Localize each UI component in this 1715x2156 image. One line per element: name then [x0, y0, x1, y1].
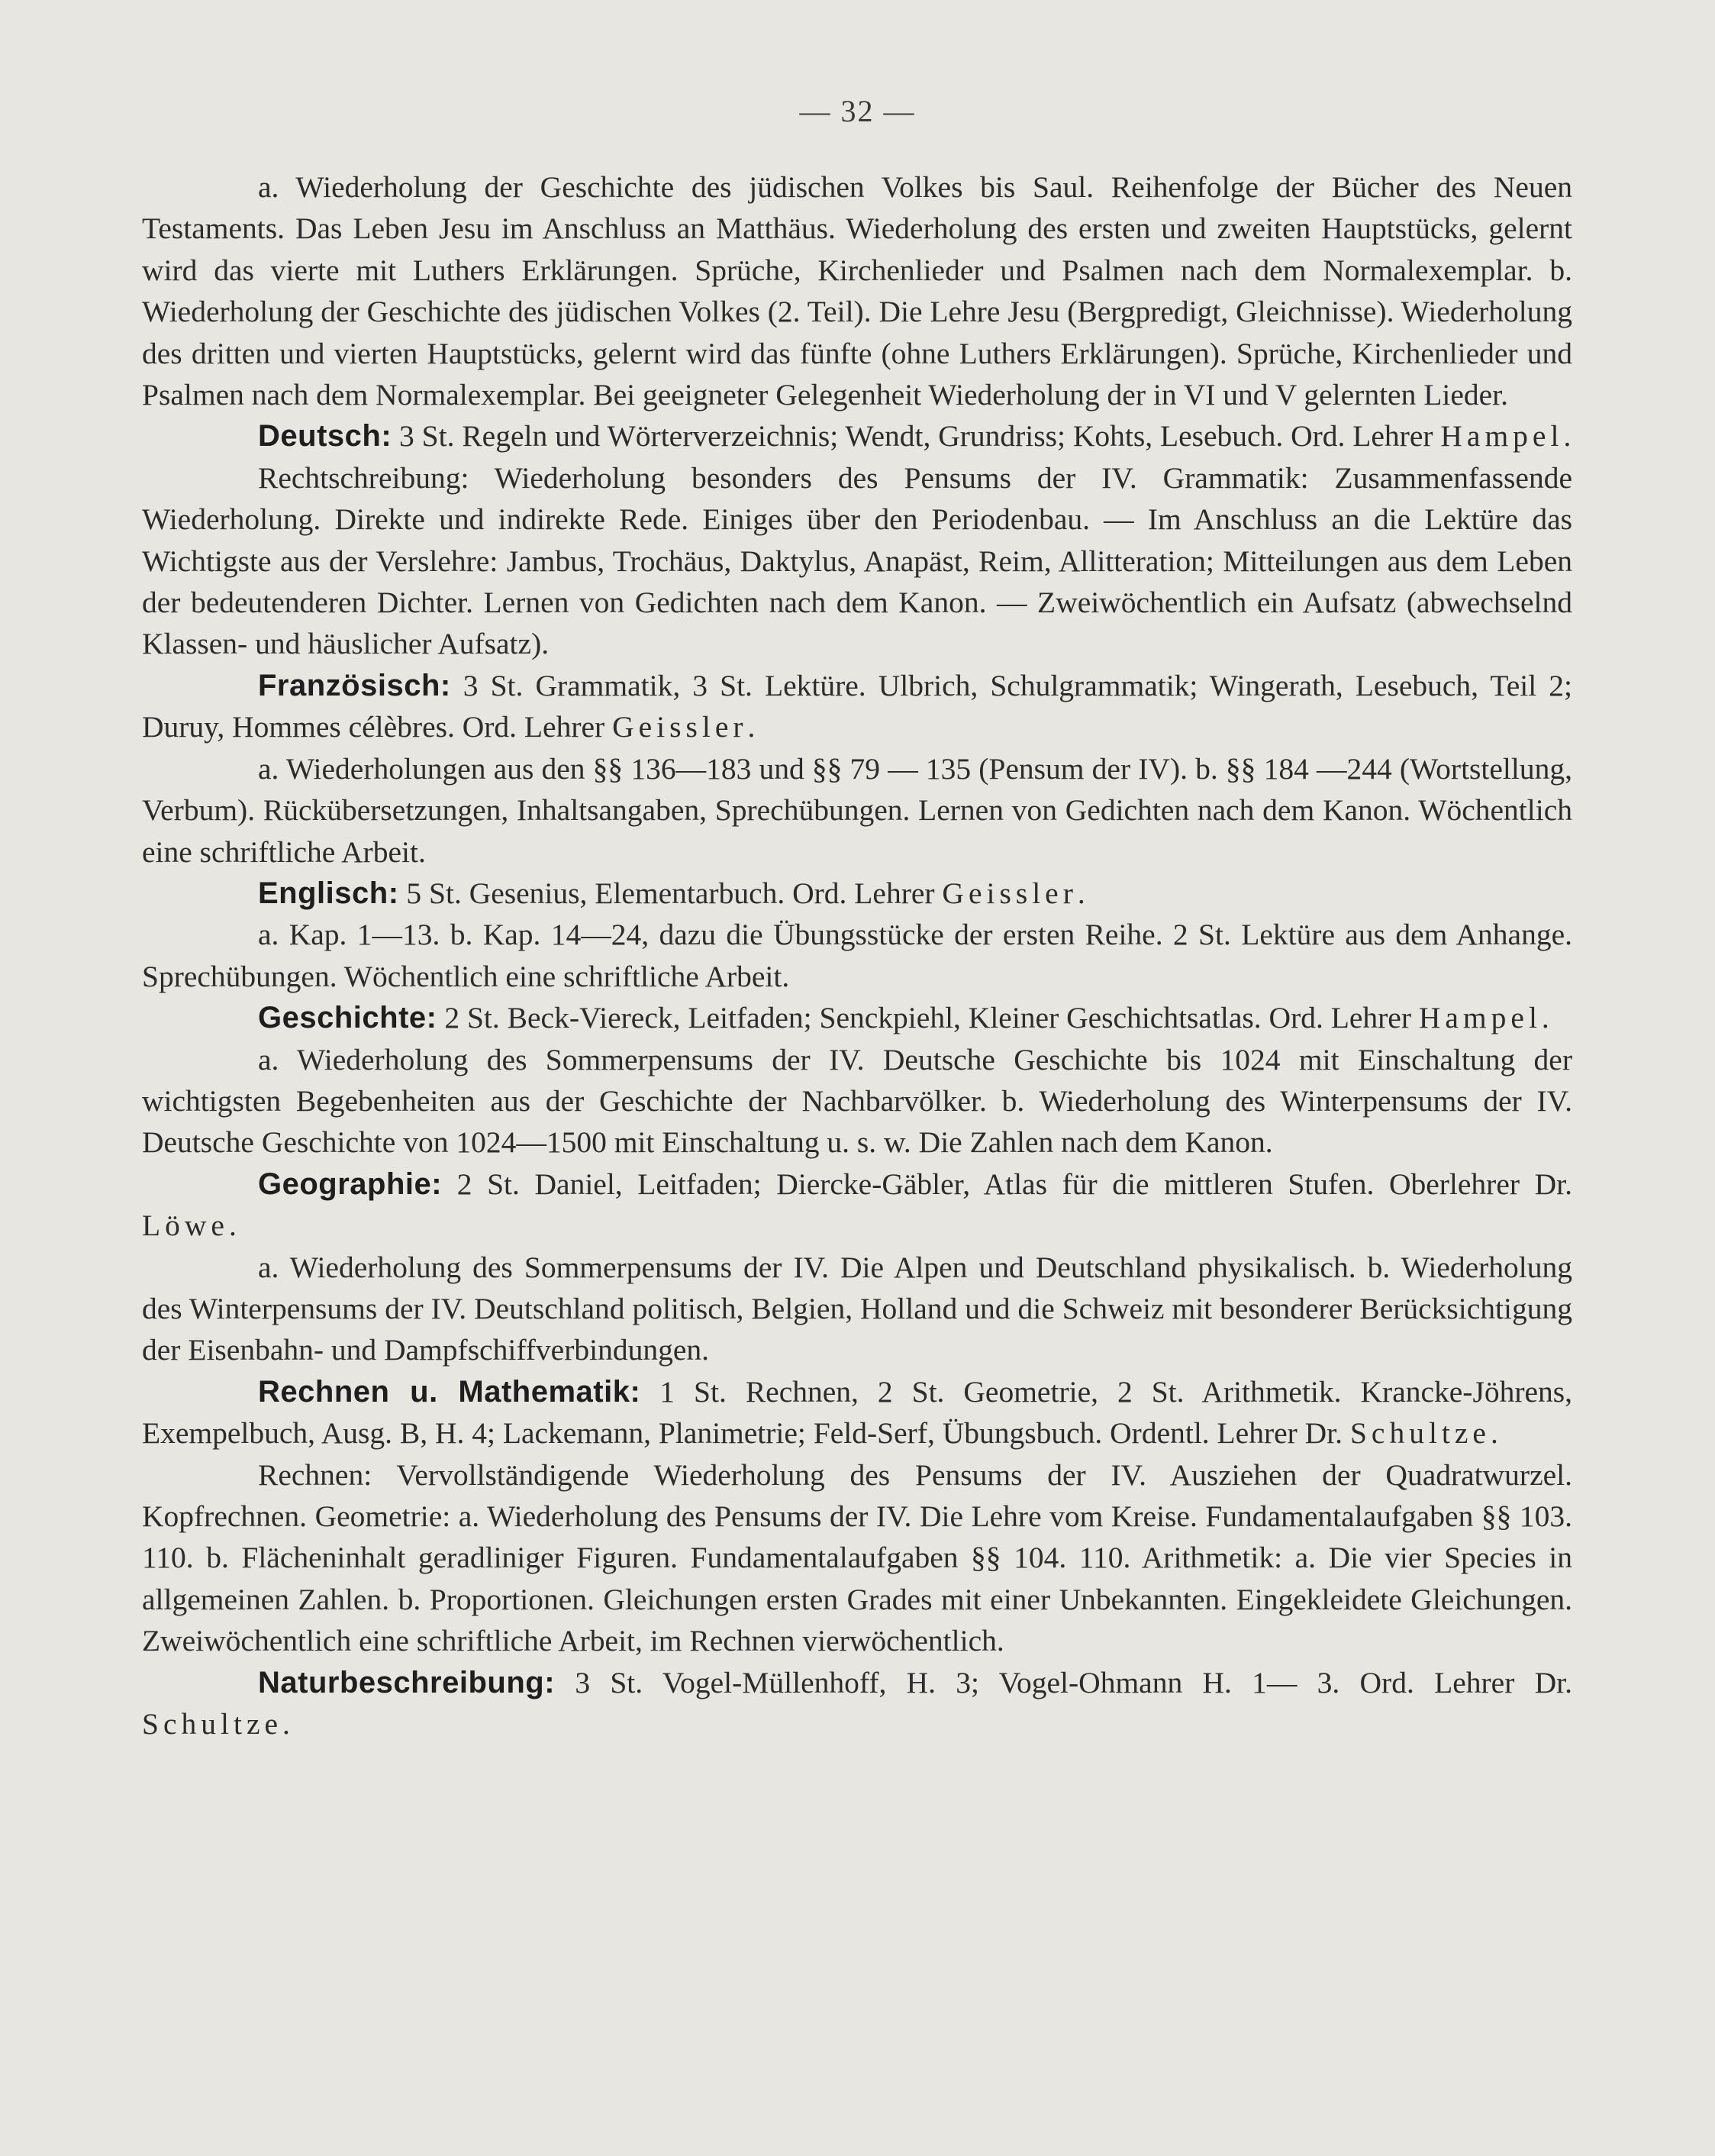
- paragraph-text: Rechtschreibung: Wiederholung besonders des Pensums der IV. Grammatik: Zusammenfassende Wiederholung. Direkte und indirekte Rede. Einiges über den Periodenbau. — Im Anschluss an die Lektüre das Wichtigste aus der Verslehre: Jambus, Trochäus, Daktylus, Anapäst, Reim, Allitteration; Mitteilungen aus dem Leben der bedeutenderen Dichter. Lernen von Gedichten nach dem Kanon. — Zweiwöchentlich ein Aufsatz (abwechselnd Klassen- und häuslicher Aufsatz).: [142, 460, 1572, 661]
- teacher-name: Schultze: [142, 1707, 283, 1741]
- paragraph-text: 5 St. Gesenius, Elementarbuch. Ord. Lehrer: [398, 876, 943, 910]
- teacher-name: Löwe: [142, 1209, 229, 1243]
- geographie-heading-paragraph: [142, 1164, 1572, 1247]
- paragraph-tail: .: [747, 710, 756, 744]
- englisch-heading-paragraph: [142, 873, 1572, 914]
- paragraph-text: a. Wiederholung der Geschichte des jüdischen Volkes bis Saul. Reihenfolge der Bücher des Neuen Testaments. Das Leben Jesu im Anschluss an Matthäus. Wiederholung des ersten und zweiten Hauptstücks, gelernt wird das vierte mit Luthers Erklärungen. Sprüche, Kirchenlieder und Psalmen nach dem Normalexemplar. b. Wiederholung der Geschichte des jüdischen Volkes (2. Teil). Die Lehre Jesu (Bergpredigt, Gleichnisse). Wiederholung des dritten und vierten Hauptstücks, gelernt wird das fünfte (ohne Luthers Erklärungen). Sprüche, Kirchenlieder und Psalmen nach dem Normalexemplar. Bei geeigneter Gelegenheit Wiederholung der in VI und V gelernten Lieder.: [142, 170, 1572, 412]
- page-number: — 32 —: [799, 94, 916, 128]
- geschichte-heading-paragraph: [142, 997, 1572, 1038]
- paragraph-tail: .: [1563, 419, 1572, 453]
- englisch-curriculum-paragraph: [142, 914, 1572, 997]
- teacher-name: Schultze: [1349, 1416, 1491, 1451]
- paragraph-tail: .: [282, 1707, 290, 1741]
- document-body: [142, 166, 1572, 1744]
- paragraph-tail: .: [1490, 1416, 1498, 1451]
- paragraph-text: 3 St. Grammatik, 3 St. Lektüre. Ulbrich, Schulgrammatik; Wingerath, Lesebuch, Teil 2; Duruy, Hommes célèbres. Ord. Lehrer: [142, 668, 1572, 744]
- paragraph-tail: .: [1541, 1001, 1549, 1035]
- paragraph-text: a. Wiederholung des Sommerpensums der IV. Deutsche Geschichte bis 1024 mit Einschaltung der wichtigsten Begebenheiten aus der Geschichte der Nachbarvölker. b. Wiederholung des Winterpensums der IV. Deutsche Geschichte von 1024—1500 mit Einschaltung u. s. w. Die Zahlen nach dem Kanon.: [142, 1042, 1572, 1160]
- subject-heading: Geschichte:: [258, 1001, 437, 1035]
- paragraph-text: 2 St. Beck-Viereck, Leitfaden; Senckpiehl, Kleiner Geschichtsatlas. Ord. Lehrer: [437, 1001, 1419, 1035]
- teacher-name: Hampel: [1440, 419, 1564, 453]
- subject-heading: Rechnen u. Mathematik:: [258, 1374, 641, 1409]
- paragraph-text: 2 St. Daniel, Leitfaden; Diercke-Gäbler, Atlas für die mittleren Stufen. Oberlehrer Dr.: [442, 1167, 1572, 1201]
- teacher-name: Hampel: [1418, 1001, 1542, 1035]
- subject-heading: Englisch:: [258, 876, 399, 910]
- mathematik-curriculum-paragraph: [142, 1454, 1572, 1662]
- paragraph-tail: .: [1077, 876, 1085, 910]
- paragraph-text: a. Wiederholung des Sommerpensums der IV. Die Alpen und Deutschland physikalisch. b. Wiederholung des Winterpensums der IV. Deutschland politisch, Belgien, Holland und die Schweiz mit besonderer Berücksichtigung der Eisenbahn- und Dampfschiffverbindungen.: [142, 1250, 1572, 1367]
- paragraph-text: a. Kap. 1—13. b. Kap. 14—24, dazu die Übungsstücke der ersten Reihe. 2 St. Lektüre aus dem Anhange. Sprechübungen. Wöchentlich eine schriftliche Arbeit.: [142, 918, 1572, 993]
- naturbeschreibung-heading-paragraph: [142, 1662, 1572, 1745]
- subject-heading: Naturbeschreibung:: [258, 1665, 556, 1699]
- paragraph-text: 3 St. Vogel-Müllenhoff, H. 3; Vogel-Ohmann H. 1— 3. Ord. Lehrer Dr.: [555, 1665, 1572, 1699]
- paragraph-text: 1 St. Rechnen, 2 St. Geometrie, 2 St. Arithmetik. Krancke-Jöhrens, Exempelbuch, Ausg. B, H. 4; Lackemann, Planimetrie; Feld-Serf, Übungsbuch. Ordentl. Lehrer Dr.: [142, 1374, 1572, 1451]
- geographie-curriculum-paragraph: [142, 1247, 1572, 1371]
- paragraph-text: a. Wiederholungen aus den §§ 136—183 und §§ 79 — 135 (Pensum der IV). b. §§ 184 —244 (Wortstellung, Verbum). Rückübersetzungen, Inhaltsangaben, Sprechübungen. Lernen von Gedichten nach dem Kanon. Wöchentlich eine schriftliche Arbeit.: [142, 751, 1572, 869]
- paragraph-tail: .: [228, 1209, 237, 1243]
- paragraph-text: 3 St. Regeln und Wörterverzeichnis; Wendt, Grundriss; Kohts, Lesebuch. Ord. Lehrer: [392, 419, 1441, 453]
- franzoesisch-heading-paragraph: [142, 665, 1572, 748]
- mathematik-heading-paragraph: [142, 1371, 1572, 1454]
- subject-heading: Geographie:: [258, 1167, 443, 1201]
- teacher-name: Geissler: [942, 876, 1078, 910]
- teacher-name: Geissler: [612, 710, 748, 744]
- paragraph-text: Rechnen: Vervollständigende Wiederholung des Pensums der IV. Ausziehen der Quadratwurzel. Kopfrechnen. Geometrie: a. Wiederholung des Pensums der IV. Die Lehre vom Kreise. Fundamentalaufgaben §§ 103. 110. b. Flächeninhalt geradliniger Figuren. Fundamentalaufgaben §§ 104. 110. Arithmetik: a. Die vier Species in allgemeinen Zahlen. b. Proportionen. Gleichungen ersten Grades mit einer Unbekannten. Eingekleidete Gleichungen. Zweiwöchentlich eine schriftliche Arbeit, im Rechnen vierwöchentlich.: [142, 1457, 1572, 1658]
- religion-curriculum-paragraph: [142, 166, 1572, 415]
- subject-heading: Französisch:: [258, 668, 451, 702]
- franzoesisch-curriculum-paragraph: [142, 748, 1572, 873]
- subject-heading: Deutsch:: [258, 419, 392, 453]
- deutsch-curriculum-paragraph: [142, 457, 1572, 665]
- deutsch-heading-paragraph: [142, 415, 1572, 457]
- geschichte-curriculum-paragraph: [142, 1039, 1572, 1164]
